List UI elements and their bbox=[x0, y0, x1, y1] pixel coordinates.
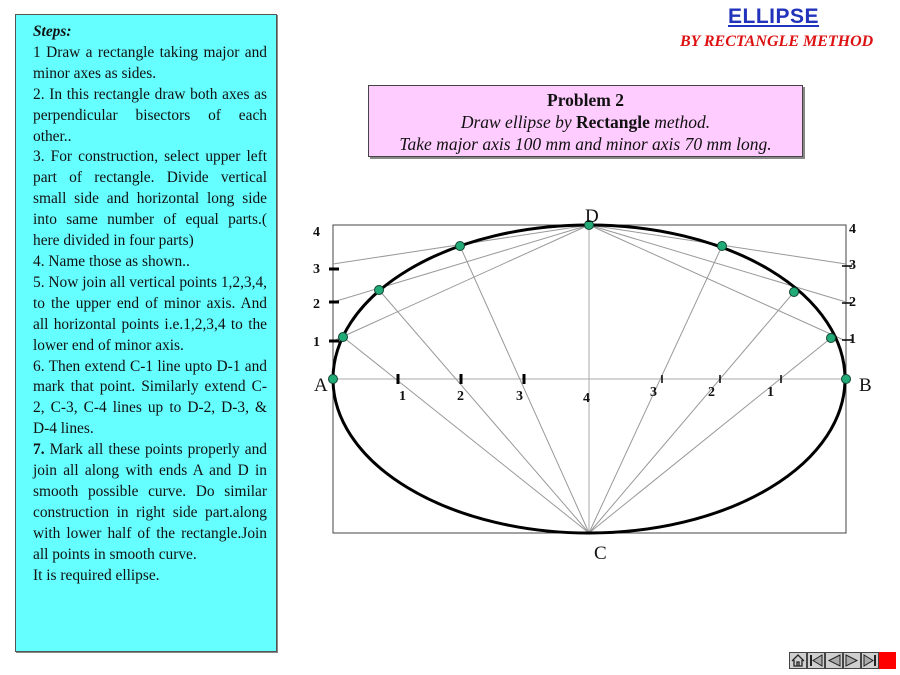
first-slide-button[interactable] bbox=[807, 652, 825, 669]
label-d: D bbox=[585, 206, 599, 227]
svg-text:2: 2 bbox=[457, 389, 464, 404]
svg-text:1: 1 bbox=[313, 335, 320, 350]
page-subtitle: BY RECTANGLE METHOD bbox=[680, 33, 874, 50]
svg-text:4: 4 bbox=[849, 222, 856, 237]
problem-dimensions: Take major axis 100 mm and minor axis 70 mm long. bbox=[399, 134, 772, 154]
next-icon bbox=[845, 654, 859, 667]
label-b: B bbox=[859, 375, 872, 396]
next-slide-button[interactable] bbox=[843, 652, 861, 669]
steps-heading: Steps: bbox=[33, 23, 72, 40]
slide-navigation bbox=[789, 652, 896, 669]
svg-text:3: 3 bbox=[516, 389, 523, 404]
step-5: 5. Now join all vertical points 1,2,3,4, to the upper end of minor axis. And all horizontal points i.e.1,2,3,4 to the lower end of minor axis. bbox=[33, 273, 267, 354]
step-2: 2. In this rectangle draw both axes as perpendicular bisectors of each other.. bbox=[33, 85, 267, 145]
page-title: ELLIPSE bbox=[728, 5, 820, 28]
svg-text:1: 1 bbox=[767, 385, 774, 400]
skip-forward-icon bbox=[863, 654, 877, 667]
division-ticks bbox=[329, 269, 524, 384]
step-3: 3. For construction, select upper left part of rectangle. Divide vertical small side and horizontal long side into same number of equal parts.( here divided in four parts) bbox=[33, 148, 267, 250]
svg-text:2: 2 bbox=[849, 295, 856, 310]
problem-title: Problem 2 bbox=[547, 90, 624, 110]
svg-text:4: 4 bbox=[313, 225, 320, 240]
svg-text:3: 3 bbox=[849, 258, 856, 273]
step-4: 4. Name those as shown.. bbox=[33, 252, 190, 270]
home-icon bbox=[791, 654, 805, 667]
step-1: 1 Draw a rectangle taking major and minor axes as sides. bbox=[33, 43, 267, 82]
previous-icon bbox=[827, 654, 841, 667]
label-a: A bbox=[314, 375, 328, 396]
svg-text:4: 4 bbox=[583, 391, 590, 406]
skip-back-icon bbox=[809, 654, 823, 667]
previous-slide-button[interactable] bbox=[825, 652, 843, 669]
home-button[interactable] bbox=[789, 652, 807, 669]
svg-text:3: 3 bbox=[313, 262, 320, 277]
svg-text:2: 2 bbox=[708, 385, 715, 400]
last-slide-button[interactable] bbox=[861, 652, 879, 669]
step-7: 7. Mark all these points properly and join all along with ends A and D in smooth possible curve. Do similar construction in right side part.along with lower half of the rectangle.Join all points in smooth curve. bbox=[33, 441, 267, 563]
svg-text:1: 1 bbox=[849, 332, 856, 347]
label-c: C bbox=[594, 543, 607, 564]
end-show-button[interactable] bbox=[879, 652, 896, 669]
svg-text:1: 1 bbox=[399, 389, 406, 404]
problem-statement: Draw ellipse by Rectangle method. bbox=[460, 112, 711, 132]
step-final: It is required ellipse. bbox=[33, 566, 160, 584]
step-6: 6. Then extend C-1 line upto D-1 and mark that point. Similarly extend C-2, C-3, C-4 lines up to D-2, D-3, & D-4 lines. bbox=[33, 357, 267, 438]
svg-text:2: 2 bbox=[313, 297, 320, 312]
svg-text:3: 3 bbox=[650, 385, 657, 400]
